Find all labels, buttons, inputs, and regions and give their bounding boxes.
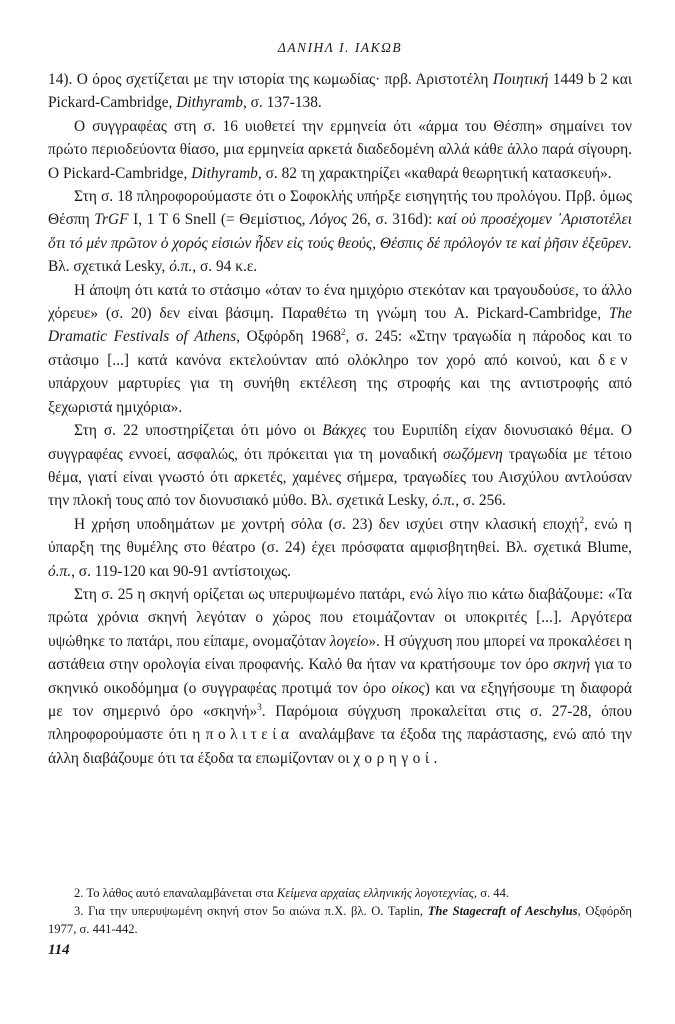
greek-quotation: καί οὐ προσέχομεν ᾽Αριστοτέλει ὅτι τό μέν πρῶτον ὁ χορός εἰσιών ἦδεν εἰς τούς θεούς, Θέσπις δέ πρόλογόν τε καί ῥῆσιν ἐξεῦρεν. xyxy=(48,211,632,252)
italic-run: Βάκχες xyxy=(322,422,367,440)
footnote-3 xyxy=(48,902,632,938)
spaced-emphasis: πολιτεία xyxy=(205,726,294,744)
running-header: ΔΑΝΙΗΛ Ι. ΙΑΚΩΒ xyxy=(277,40,403,55)
italic-run: TrGF xyxy=(94,211,129,229)
paragraph-7 xyxy=(48,583,632,770)
text-run: τραγωδία με τέτοιο θέμα, γιατί είναι γνωστό ότι αρκετές, χαμένες σήμερα, τραγωδίες του Αισχύλου αντλούσαν την πλοκή τους από τον διονυσιακό μύθο. Βλ. σχετικά Lesky, xyxy=(48,445,632,510)
italic-run: σωζόμενη xyxy=(443,445,503,463)
italic-run: ό.π. xyxy=(48,562,72,580)
text-run: , ενώ η ύπαρξη της θυμέλης στο θέατρο (σ. 24) έχει πρόσφατα αμφισβητηθεί. Βλ. σχετικά Blume, xyxy=(48,515,632,557)
italic-run: Dithyramb xyxy=(191,164,258,182)
paragraph-3 xyxy=(48,185,632,279)
text-run: για το σκηνικό οικοδόμημα (ο συγγραφέας προτιμά τον όρο xyxy=(48,656,632,697)
text-run: 14). Ο όρος σχετίζεται με την ιστορία της κωμωδίας· πρβ. Αριστοτέλη xyxy=(48,71,493,88)
italic-run: The Stagecraft of Aeschylus xyxy=(427,904,578,918)
body-text xyxy=(48,68,632,770)
text-run: αναλάμβανε τα έξοδα της παράστασης, ενώ από την άλλη διαβάζουμε ότι τα έξοδα τα επωμίζονταν οι xyxy=(48,726,633,767)
text-run: , σ. 137-138. xyxy=(242,94,322,112)
text-run: ) και να εξηγήσουμε τη διαφορά με τον σημερινό όρο «σκηνή» xyxy=(48,679,632,720)
text-run: Η χρήση υποδημάτων με χοντρή σόλα (σ. 23) δεν ισχύει στην κλασική εποχή xyxy=(74,515,580,533)
text-run: , Οξφόρδη 1968 xyxy=(236,328,342,346)
italic-run: Λόγος xyxy=(310,211,348,229)
italic-run: The Dramatic Festivals of Athens xyxy=(48,305,632,346)
paragraph-6 xyxy=(48,513,632,583)
footnotes xyxy=(48,884,632,938)
text-run: I, 1 T 6 Snell (= Θεμίστιος, xyxy=(128,211,311,229)
superscript: 2 xyxy=(341,327,346,338)
text-run: του Ευριπίδη είχαν διονυσιακό θέμα. Ο συγγραφέας εννοεί, ασφαλώς, ότι πρόκειται για τη μοναδική xyxy=(48,422,632,463)
text-run: Στη σ. 25 η σκηνή ορίζεται ως υπερυψωμένο πατάρι, ενώ λίγο πιο κάτω διαβάζουμε: «Τα πρώτα χρόνια σκηνή λεγόταν ο χώρος που ετοιμάζονταν οι υποκριτές [...]. Αργότερα υψώθηκε το πατάρι, που είπαμε, ονομαζόταν xyxy=(48,585,632,650)
text-run: Στη σ. 18 πληροφορούμαστε ότι ο Σοφοκλής υπήρξε εισηγητής του προλόγου. Πρβ. όμως Θέσπη xyxy=(48,188,632,229)
paragraph-5 xyxy=(48,419,632,513)
text-run: ». Η σύγχυση που μπορεί να προκαλέσει η αστάθεια στην ορολογία είναι προφανής. Καλό θα ήταν να κρατήσουμε τον όρο xyxy=(48,632,632,674)
italic-run: ό.π. xyxy=(432,492,456,510)
text-run: , σ. 245: «Στην τραγωδία η πάροδος και το στάσιμο [...] κατά κανόνα εκτελούνταν από ολόκληρο τον χορό από κοινού, και xyxy=(48,328,632,369)
italic-run: Ποιητική xyxy=(492,71,549,88)
italic-run: Dithyramb xyxy=(176,94,243,112)
text-run: 26, σ. 316d): xyxy=(347,211,437,229)
text-run: Η άποψη ότι κατά το στάσιμο «όταν το ένα ημιχόριο στεκόταν και τραγουδούσε, το άλλο χόρευε» (σ. 20) δεν είναι βάσιμη. Παραθέτω τη γνώμη του A. Pickard-Cambridge, xyxy=(48,281,632,323)
page-number: 114 xyxy=(48,942,70,958)
text-run: 2. Το λάθος αυτό επαναλαμβάνεται στα xyxy=(74,886,277,900)
italic-run: λογείο xyxy=(329,632,369,650)
text-run: , σ. 82 τη χαρακτηρίζει «καθαρά θεωρητική κατασκευή». xyxy=(257,164,612,182)
text-run: 1449 b 2 και Pickard-Cambridge, xyxy=(48,71,632,112)
text-run: . Παρόμοια σύγχυση προκαλείται στις σ. 27-28, όπου πληροφορούμαστε ότι η xyxy=(48,702,632,744)
italic-run: ό.π. xyxy=(169,258,193,276)
text-run: . xyxy=(433,749,438,767)
italic-run: οίκος xyxy=(391,679,425,697)
text-run: , Οξφόρδη 1977, σ. 441-442. xyxy=(48,904,632,936)
text-run: , σ. 119-120 και 90-91 αντίστοιχως. xyxy=(71,562,292,580)
italic-run: σκηνή xyxy=(553,656,591,674)
text-run: Ο συγγραφέας στη σ. 16 υιοθετεί την ερμηνεία ότι «άρμα του Θέσπη» σημαίνει τον πρώτο περιοδεύοντα θίασο, μια ερμηνεία αρκετά διαδεδομένη αλλά κάθε άλλο παρά σίγουρη. Ο Pickard-Cambridge, xyxy=(48,117,632,182)
footnote-ref: 2 xyxy=(579,514,585,525)
paragraph-2 xyxy=(48,115,632,185)
text-run: 3. Για την υπερυψωμένη σκηνή στον 5ο αιώνα π.Χ. βλ. O. Taplin, xyxy=(74,904,428,918)
text-run: , σ. 94 κ.ε. xyxy=(192,258,258,276)
spaced-emphasis: δεν xyxy=(597,351,632,369)
footnote-ref: 3 xyxy=(257,701,262,712)
text-run: Στη σ. 22 υποστηρίζεται ότι μόνο οι xyxy=(74,422,323,440)
text-run: Βλ. σχετικά Lesky, xyxy=(48,258,170,276)
footnote-2 xyxy=(48,884,632,902)
paragraph-4 xyxy=(48,279,632,419)
spaced-emphasis: χορηγοί xyxy=(353,749,434,767)
italic-run: Κείμενα αρχαίας ελληνικής λογοτεχνίας xyxy=(276,886,474,900)
text-run: , σ. 44. xyxy=(473,886,510,900)
text-run: υπάρχουν μαρτυρίες για τη συνήθη εκτέλεση της στροφής και της αντιστροφής από ξεχωριστά ημιχόρια». xyxy=(48,375,632,416)
text-run: , σ. 256. xyxy=(455,492,506,510)
paragraph-1 xyxy=(48,68,632,115)
